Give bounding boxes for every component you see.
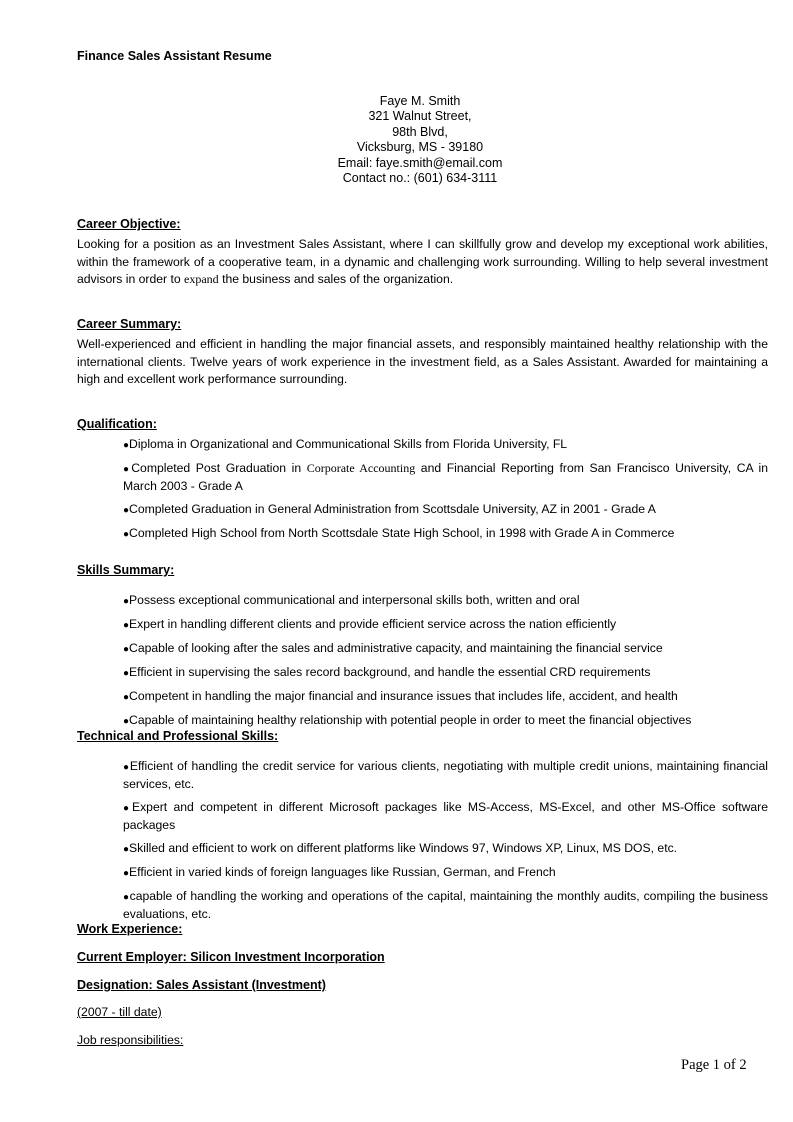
contact-street: 321 Walnut Street, [368,109,472,124]
bullet-icon: ● [123,868,130,879]
technical-skills-item [123,799,768,834]
technical-skills-item-text: Skilled and efficient to work on different platforms like Windows 97, Windows XP, Linux, MS DOS, etc. [129,841,678,855]
technical-skills-item [123,888,768,923]
qualification-item-text: Diploma in Organizational and Communicational Skills from Florida University, FL [129,437,568,451]
career-summary-text: Well-experienced and efficient in handling the major financial assets, and responsibly maintained healthy relationship with the international clients. Twelve years of work experience in the investment field, as a Sales Assistant. Awarded for maintaining a high and excellent work performance surrounding. [77,337,768,387]
skills-item [123,640,768,658]
skills-item [123,712,768,730]
skills-item-text: Capable of looking after the sales and administrative capacity, and maintaining the financial service [129,641,663,655]
qualification-heading: Qualification: [77,417,157,431]
qualification-list [123,436,768,543]
career-summary-heading: Career Summary: [77,317,182,331]
career-objective-text [77,236,768,289]
skills-summary-heading: Skills Summary: [77,563,175,577]
career-objective-heading: Career Objective: [77,217,181,231]
career-objective-text-part2: the business and sales of the organization. [218,272,454,287]
qualification-item [123,460,768,495]
qualification-item [123,501,768,519]
contact-city: Vicksburg, MS - 39180 [356,140,484,155]
technical-skills-heading: Technical and Professional Skills: [77,729,279,743]
bullet-icon: ● [123,464,132,475]
bullet-icon: ● [123,644,130,655]
technical-skills-list [123,758,768,923]
qualification-item-text-end: and Financial Reporting from San Francisco University, CA in March 2003 - Grade A [123,461,769,493]
technical-skills-item-text: Efficient of handling the credit service for various clients, negotiating with multiple credit unions, maintaining financial services, etc. [123,759,768,791]
career-objective-text-serif: expand [184,272,219,287]
bullet-icon: ● [123,692,130,703]
qualification-item-text: Completed Post Graduation in [131,461,307,475]
contact-block [200,94,640,186]
bullet-icon: ● [123,716,130,727]
skills-item-text: Expert in handling different clients and provide efficient service across the nation efficiently [129,617,617,631]
qualification-item [123,525,768,543]
bullet-icon: ● [123,529,130,540]
bullet-icon: ● [123,440,130,451]
skills-item-text: Efficient in supervising the sales record background, and handle the essential CRD requirements [129,665,651,679]
bullet-icon: ● [123,892,130,903]
qualification-item [123,436,768,454]
skills-item-text: Possess exceptional communicational and interpersonal skills both, written and oral [129,593,580,607]
bullet-icon: ● [123,620,130,631]
current-employer: Current Employer: Silicon Investment Incorporation [77,950,385,964]
skills-item-text: Capable of maintaining healthy relationship with potential people in order to meet the financial objectives [129,713,692,727]
skills-summary-list [123,592,768,730]
technical-skills-item-text: Expert and competent in different Microsoft packages like MS-Access, MS-Excel, and other MS-Office software packages [123,800,769,832]
contact-phone: Contact no.: (601) 634-3111 [342,171,498,186]
bullet-icon: ● [123,844,130,855]
employment-period: (2007 - till date) [77,1005,162,1019]
bullet-icon: ● [123,803,132,814]
technical-skills-item [123,758,768,793]
contact-email: Email: faye.smith@email.com [337,155,503,170]
designation: Designation: Sales Assistant (Investment) [77,978,326,992]
bullet-icon: ● [123,596,130,607]
qualification-item-serif-text: Corporate Accounting [306,461,416,475]
skills-item [123,664,768,682]
work-experience-heading: Work Experience: [77,922,183,936]
page-number: Page 1 of 2 [681,1057,747,1073]
technical-skills-item-text: capable of handling the working and operations of the capital, maintaining the monthly audits, compiling the business evaluations, etc. [123,889,769,921]
contact-block-address: 98th Blvd, [392,124,448,139]
technical-skills-item-text: Efficient in varied kinds of foreign languages like Russian, German, and French [129,865,556,879]
qualification-item-text: Completed Graduation in General Administration from Scottsdale University, AZ in 2001 - Grade A [129,502,656,516]
skills-item [123,616,768,634]
technical-skills-item [123,840,768,858]
bullet-icon: ● [123,505,130,516]
skills-item [123,592,768,610]
technical-skills-item [123,864,768,882]
skills-item [123,688,768,706]
skills-item-text: Competent in handling the major financial and insurance issues that includes life, accident, and health [129,689,678,703]
bullet-icon: ● [123,762,130,773]
career-objective-text-part1: Looking for a position as an Investment Sales Assistant, where I can skillfully grow and develop my exceptional work abilities, within the framework of a cooperative team, in a dynamic and challenging work surrounding. Willing to help several investment advisors in order to [77,237,768,287]
bullet-icon: ● [123,668,130,679]
document-title: Finance Sales Assistant Resume [77,49,272,63]
contact-name: Faye M. Smith [379,94,461,108]
job-responsibilities-label: Job responsibilities: [77,1033,184,1047]
qualification-item-text: Completed High School from North Scottsdale State High School, in 1998 with Grade A in Commerce [129,526,675,540]
